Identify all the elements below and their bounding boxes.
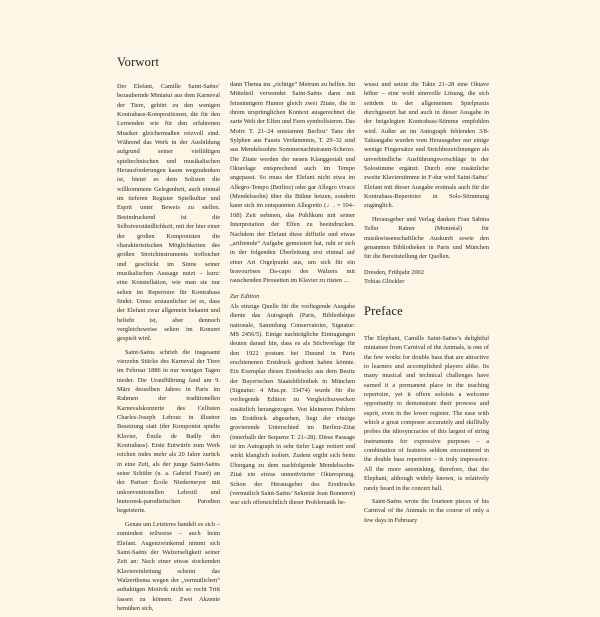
preface-column bbox=[364, 334, 489, 529]
vorwort-column-2 bbox=[230, 80, 355, 512]
vorwort-paragraph-5: wusst und setzte die Takte 21–28 eine Oktave höher – eine wohl sinnvolle Lösung, die sich seitdem in der allgemeinen Spielpraxis durchgesetzt hat und auch in dieser Ausgabe in der beigelegten Kontrabass-Stimme empfohlen wird. Außer an im Autograph fehlenden 3/8-Taktangabe wurden vom Herausgeber nur einige wenige Fingersätze und Strichbezeichnungen als unverbindliche Ausführungsvorschläge in der Solostimme ergänzt. Durch eine zusätzliche zweite Klavierstimme in F-dur wird Saint-Saëns’ Elefant mit dieser Ausgabe erstmals auch für die Kontrabass-Repertoire in Solo-Stimmung zugänglich. bbox=[364, 81, 489, 210]
acknowledgement-paragraph: Herausgeber und Verlag danken Frau Sabina Teller Ratner (Montréal) für musikwissenschaftliche Auskunft sowie den genannten Bibliotheken in Paris und München für die Bereitstellung der Quellen. bbox=[364, 215, 489, 261]
date-line: Dresden, Frühjahr 2002 bbox=[364, 268, 424, 276]
vorwort-column-1 bbox=[117, 82, 220, 617]
edition-paragraph: Als einzige Quelle für die vorliegende Ausgabe diente das Autograph (Paris, Bibliothèque nationale, Sammlung Conservatoire, Signatur: MS 2456/5). Einige nachträgliche Eintragungen deuten darauf hin, dass es als Stichvorlage für den 1922 postum bei Durand in Paris erschienenen Erstdruck gedient haben könnte. Ein Exemplar dieses Erstdrucks aus dem Besitz der Bayerischen Staatsbibliothek in München (Signatur: 4 Mus.pr. 33474) wurde für die vorliegende Edition zu Vergleichszwecken zusätzlich herangezogen. Von kleineren Fehlern im Erstdruck abgesehen, liegt der einzige gravierende Unterschied im Berlioz-Zitat (innerhalb der Sequenz T. 21–28). Diese Passage ist im Autograph in sehr tiefer Lage notiert und wirkt klanglich isoliert. Zudem ergibt sich beim Übergang zu dem nachfolgende Mendelssohn-Zitat ein etwas unmotivierter Oktavsprung. Schon der Herausgeber des Erstdrucks (vermutlich Saint-Saëns’ Sekretär Jean Bonnerot) war sich offensichtlich dieser Problematik be- bbox=[230, 302, 355, 507]
vorwort-paragraph-4: dann Thema ins „richtige“ Metrum zu helfen. Im Mittelteil verwendet Saint-Saëns dann mit feinsinnigem Humor gleich zwei Zitate, die in ihrem ursprünglichen Kontext ausgerechnet die zarte Welt der Elfen und Feen symbolisieren. Das Motiv T. 21–24 entstammt Berlioz’ Tanz der Sylphen aus Fausts Verdammnis, T. 29–32 sind aus Mendelssohns Sommernachtstraum-Scherzo. Die Zitate werden der neuen Klanggestalt und Oktavlage entsprechend auch im Tempo angepasst. So muss der Elefant nicht etwa im Allegro-Tempo (Berlioz) oder gar Allegro vivace (Mendelssohn) über die Bühne hetzen, sondern kann sich im entspannten Allegretto (♩. = 104–108) Zeit nehmen, das Publikum mit seiner Interpretation der Elfen zu beeindrucken. Nachdem der Elefant diese diffizile und etwas „artfremde“ Aufgabe gemeistert hat, ruht er sich in der folgenden Überleitung erst einmal auf einer Art Orgelpunkt aus, um sich für ein bravouröses Da-capo des Walzers mit rauschenden Pirouetten im Klavier zu rüsten … bbox=[230, 81, 355, 285]
vorwort-column-3 bbox=[364, 80, 489, 290]
preface-paragraph-2: Saint-Saëns wrote the fourteen pieces of his Carnival of the Animals in the course of only a few days in February bbox=[364, 497, 489, 524]
author-name: Tobias Glöckler bbox=[364, 277, 405, 285]
vorwort-paragraph-2: Saint-Saëns schrieb die insgesamt vierzehn Stücke des Karneval der Tiere im Februar 1886 in nur wenigen Tagen nieder. Die Uraufführung fand am 9. März desselben Jahres in Paris im Rahmen der traditionellen Karnevalskonzerte des Cellisten Charles-Joseph Lebouc in illustrer Besetzung statt (der Komponist spielte Klavier, Émile de Bailly den Kontrabass). Erste Entwürfe zum Werk reichen indes mehr als 20 Jahre zurück in eine Zeit, als der junge Saint-Saëns seine Schüler (u. a. Gabriel Fauré) an der Pariser École Niedermeyer mit unkonventionellen Lehrstil und humoresk-parodistischen Parodien begeisterte. bbox=[117, 348, 220, 515]
edition-subheading: Zur Edition bbox=[230, 292, 260, 300]
vorwort-paragraph-1: Der Elefant, Camille Saint-Saëns’ bezaubernde Miniatur aus dem Karneval der Tiere, gehört zu den wenigen Kontrabass-Kompositionen, die für den Lernenden wie für den erfahrenen Musiker gleichermaßen reizvoll sind. Während das Werk in der Ausbildung aufgrund seiner vielfältigen spieltechnischen und musikalischen Herausforderungen kaum wegzudenken ist, bietet es dem Solisten die willkommene Gelegenheit, auch einmal im tieferen Register Spielkultur und Esprit unter Beweis zu stellen. Beeindruckend ist die Selbstverständlichkeit, mit der hier einer der großen Komponisten die charakteristischen Möglichkeiten des großen Streichinstruments treffsicher und geschickt im Sinne seiner musikalischen Aussage nutzt – kurz: eine Konstellation, wie man sie nur selten im Repertoire für Kontrabass findet. Umso erstaunlicher ist es, dass der Elefant zwar allgemein bekannt und beliebt ist, aber dennoch vergleichsweise selten im Konzert gespielt wird. bbox=[117, 83, 220, 343]
vorwort-heading: Vorwort bbox=[117, 55, 160, 69]
vorwort-paragraph-3: Genau um Letzteres handelt es sich – zumindest teilweise – auch beim Elefant. Augenzwinkernd nimmt sich Saint-Saëns der Walzerseligkeit seiner Zeit an: Nach einer etwas stockenden Klaviereinleitung scheint das Walzerthema wegen der „vermutlichen“ auftaktigen Motivik nicht so recht Tritt fassen zu können. Zwei Akzente bemühen sich, bbox=[117, 520, 220, 612]
preface-heading: Preface bbox=[364, 304, 403, 318]
preface-paragraph-1: The Elephant, Camille Saint-Saëns’s delightful miniature from Carnival of the Animals, is one of the few works for double bass that are attractive to learners and accomplished players alike. Its many musical and technical challenges have earned it a permanent place in the teaching repertoire, yet it offers soloists a welcome opportunity to demonstrate their prowess and esprit, even in the lower register. The ease with which a great composer accurately and skillfully probes the idiosyncracies of this largest of string instruments for expressive purposes – a combination of features seldom encountered in the double bass repertoire – is truly impressive. All the more astonishing, therefore, that the Elephant, although widely known, is relatively rarely heard in the concert hall. bbox=[364, 335, 489, 492]
